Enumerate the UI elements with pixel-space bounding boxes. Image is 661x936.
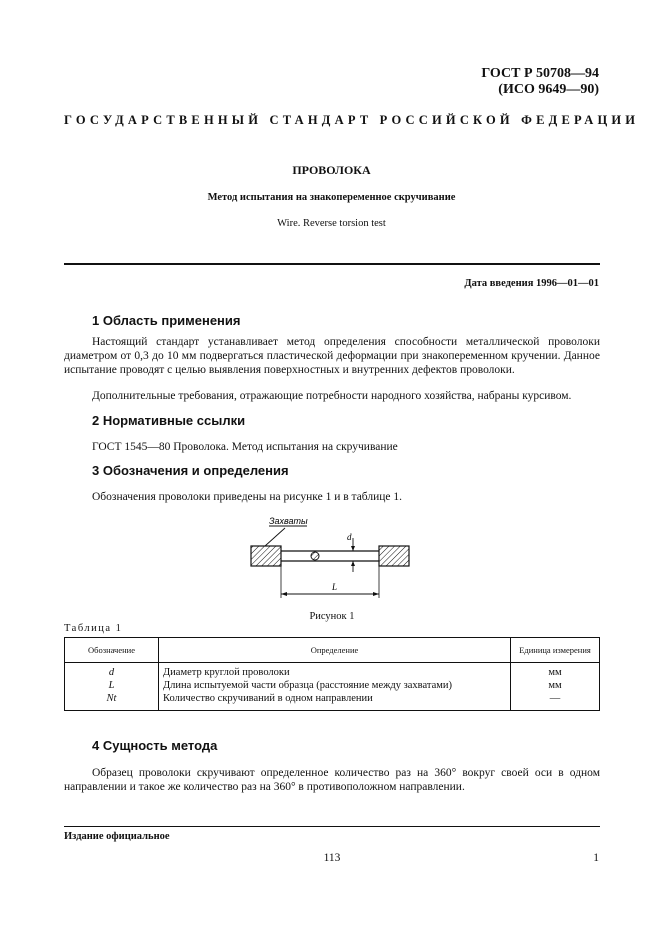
document-subtitle: Метод испытания на знакопеременное скручивание (207, 192, 456, 203)
l-arrowhead-left (281, 592, 287, 596)
cell-symbol: L (65, 679, 159, 692)
left-grip (251, 546, 281, 566)
cell-definition: Длина испытуемой части образца (расстояние между захватами) (159, 679, 511, 692)
table-1-label: Таблица 1 (64, 623, 123, 634)
d-arrowhead-top (351, 546, 355, 551)
column-header-symbol: Обозначение (65, 638, 159, 663)
cell-symbol: Nt (65, 692, 159, 711)
title-divider (64, 263, 600, 265)
iso-number: (ИСО 9649—90) (498, 82, 599, 97)
l-arrowhead-right (373, 592, 379, 596)
cell-definition: Диаметр круглой проволоки (159, 663, 511, 680)
figure-1-caption: Рисунок 1 (309, 611, 355, 622)
column-header-unit: Единица измерения (511, 638, 600, 663)
document-title: ПРОВОЛОКА (292, 163, 371, 177)
d-dimension-label: d (347, 532, 352, 542)
table-row (65, 679, 600, 692)
cell-unit: — (511, 692, 600, 711)
figure-1-wire-diagram (249, 516, 419, 606)
page-number-center: 113 (323, 852, 341, 864)
section-1-paragraph-2: Дополнительные требования, отражающие потребности народного хозяйства, набраны курсивом. (92, 390, 572, 402)
section-1-heading: 1 Область применения (92, 313, 241, 328)
grips-label: Захваты (269, 516, 308, 526)
cell-unit: мм (511, 663, 600, 680)
table-header-row (65, 638, 600, 663)
page-number-right: 1 (593, 852, 599, 864)
introduction-date: Дата введения 1996—01—01 (464, 278, 599, 289)
section-2-heading: 2 Нормативные ссылки (92, 413, 246, 428)
cell-definition: Количество скручиваний в одном направлении (159, 692, 511, 711)
section-3-heading: 3 Обозначения и определения (92, 463, 289, 478)
l-dimension-label: L (332, 582, 338, 592)
table-row (65, 692, 600, 711)
section-4-heading: 4 Сущность метода (92, 738, 218, 753)
grips-leader-line (265, 528, 285, 546)
section-4-paragraph: Образец проволоки скручивают определенное количество раз на 360° вокруг своей оси в одном направлении и такое же количество раз на 360° в противоположном направлении. (64, 767, 600, 793)
footer-divider (64, 826, 600, 827)
english-title: Wire. Reverse torsion test (277, 218, 386, 229)
section-1-paragraph-1: Настоящий стандарт устанавливает метод определения способности металлической проволоки диаметром от 0,3 до 10 мм подвергаться пластической деформации при знакопеременном кручении. Данное испытание проводят с целью выявления поверхностных и внутренних дефектов проволоки. (64, 336, 600, 376)
document-number (481, 66, 599, 98)
right-grip (379, 546, 409, 566)
gost-number: ГОСТ Р 50708—94 (481, 66, 599, 81)
section-3-paragraph: Обозначения проволоки приведены на рисунке 1 и в таблице 1. (92, 491, 403, 503)
cell-unit: мм (511, 679, 600, 692)
column-header-definition: Определение (159, 638, 511, 663)
state-standard-heading: ГОСУДАРСТВЕННЫЙ СТАНДАРТ РОССИЙСКОЙ ФЕДЕРАЦИИ (64, 113, 640, 127)
wire-cross-section (311, 552, 319, 560)
cell-symbol: d (65, 663, 159, 680)
official-edition-label: Издание официальное (64, 831, 170, 842)
section-2-paragraph: ГОСТ 1545—80 Проволока. Метод испытания на скручивание (92, 441, 398, 453)
table-row (65, 663, 600, 680)
d-arrowhead-bottom (351, 561, 355, 566)
table-1 (64, 637, 600, 711)
wire-specimen (281, 551, 379, 561)
